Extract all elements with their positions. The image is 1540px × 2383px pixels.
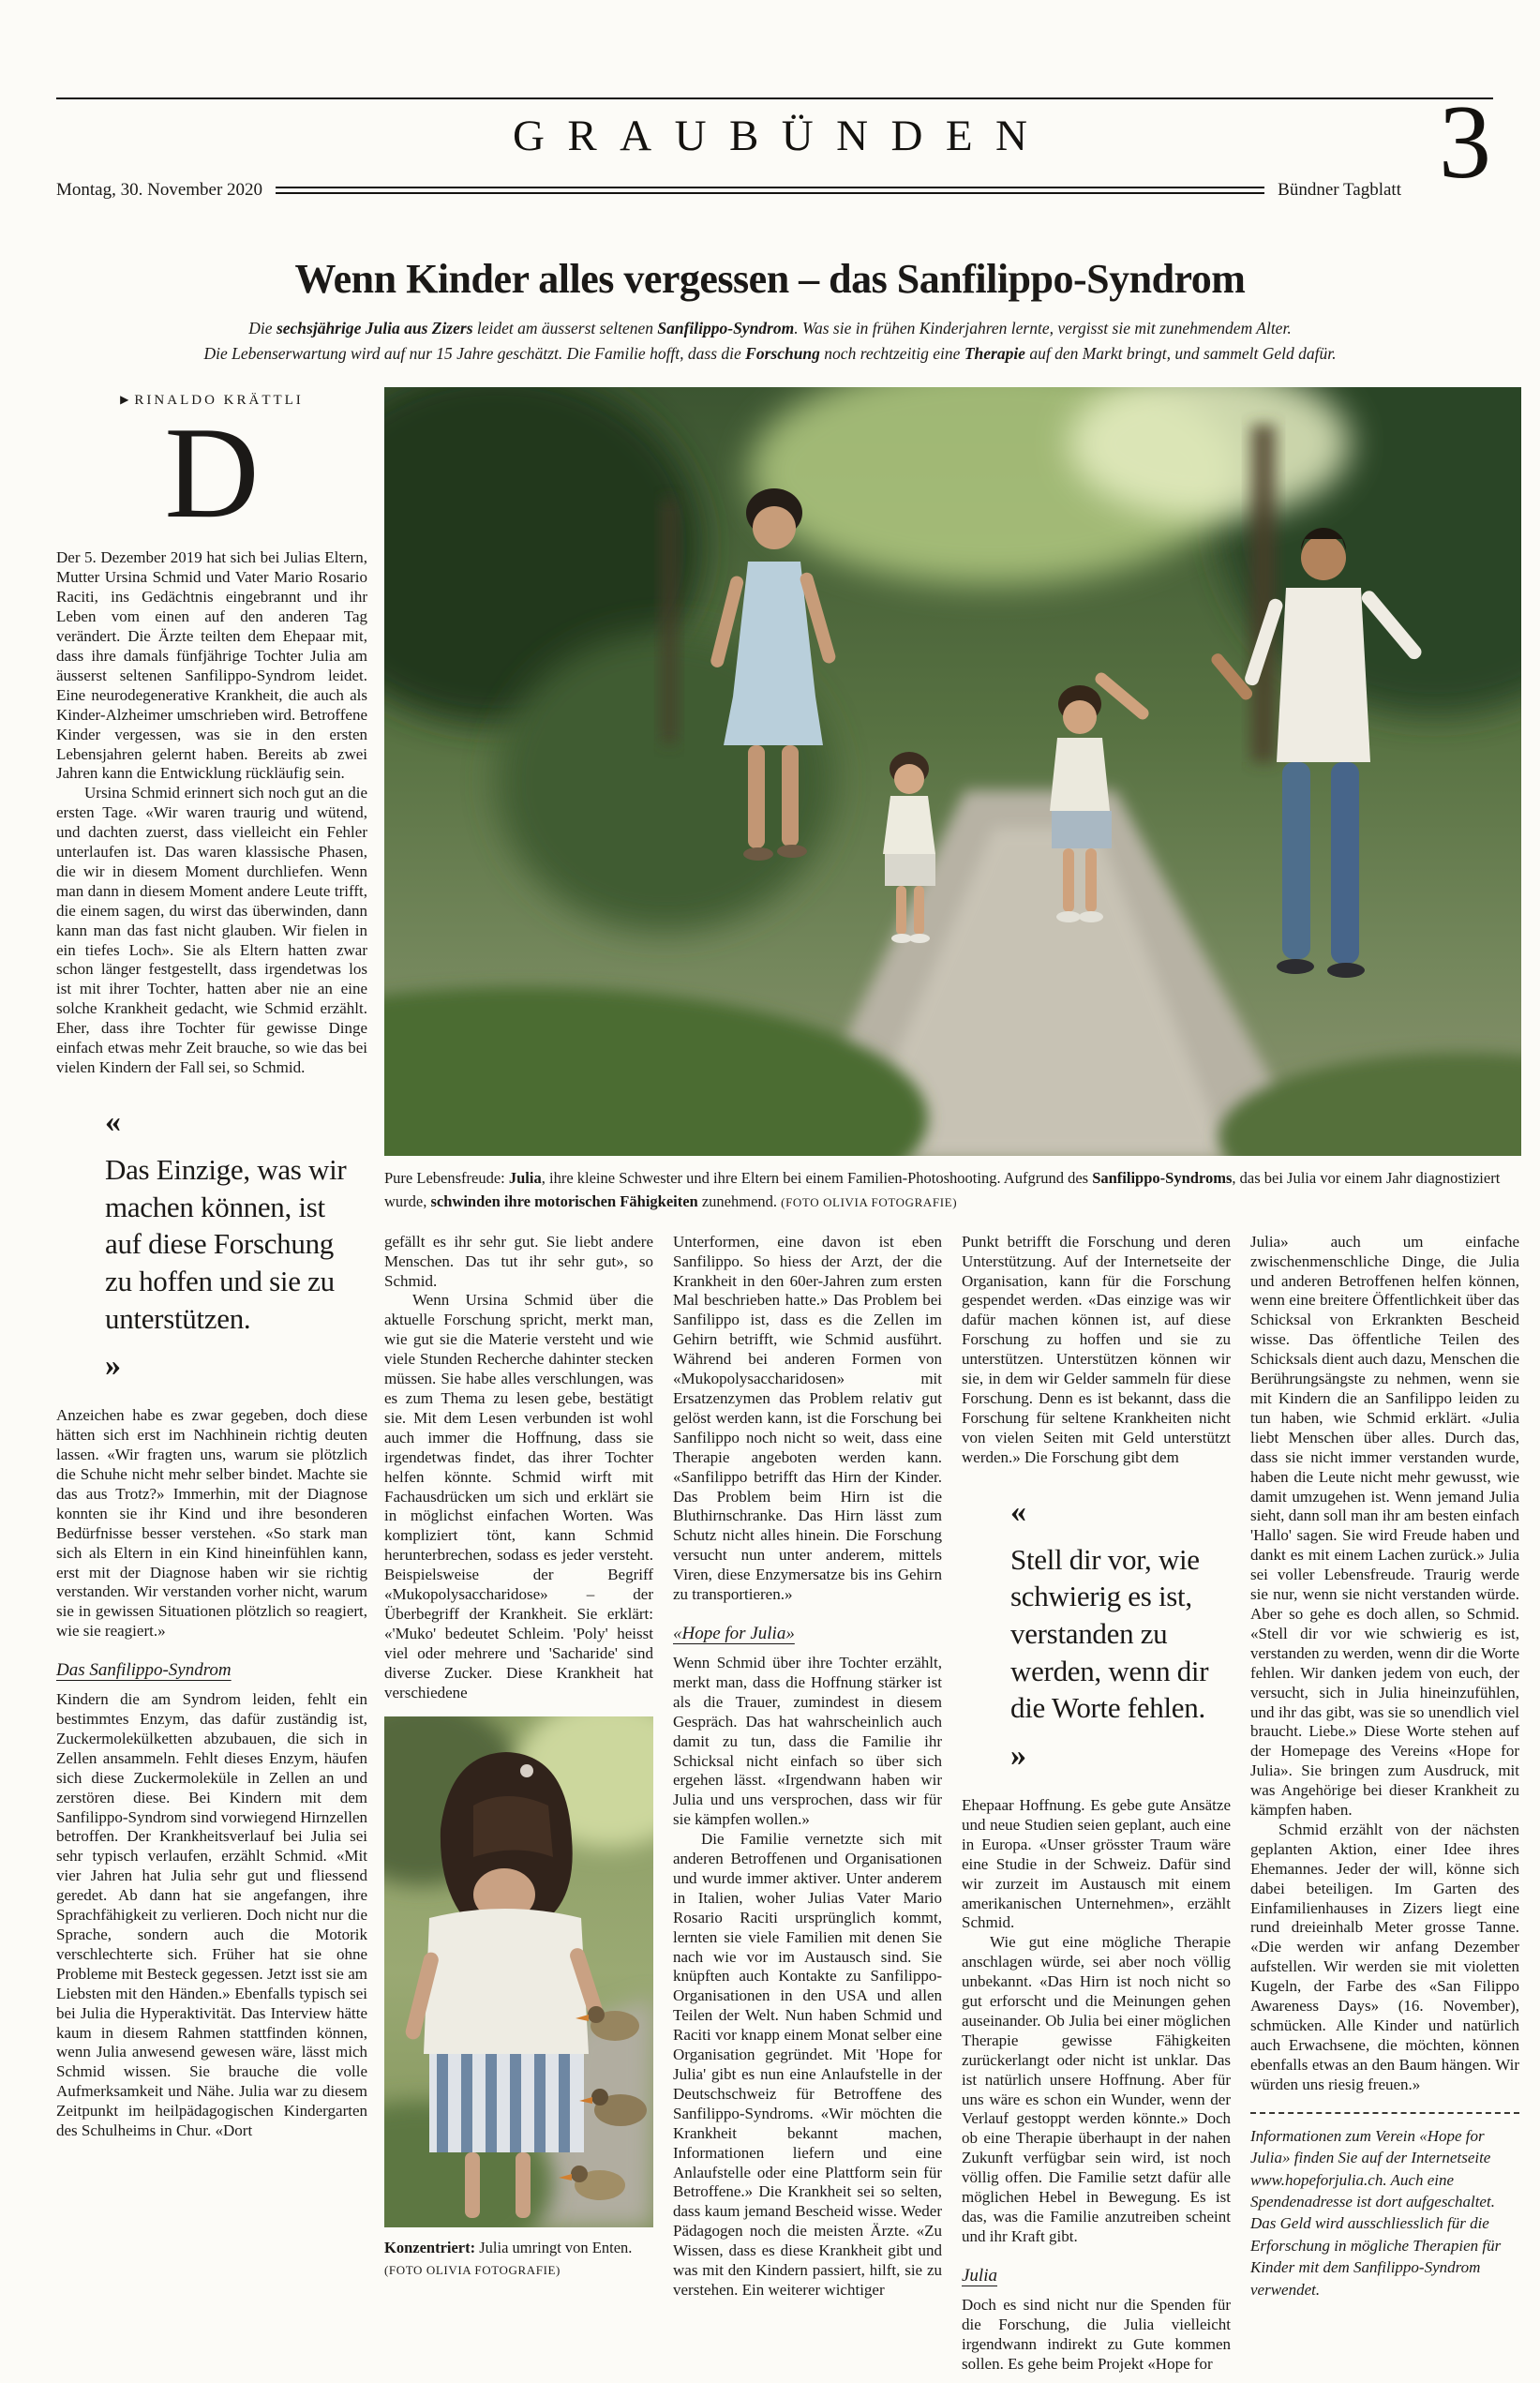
top-rule bbox=[56, 97, 1493, 99]
drop-cap: D bbox=[164, 400, 260, 547]
lede bbox=[66, 316, 1474, 367]
info-box: Informationen zum Verein «Hope for Julia» finden Sie auf der Internetseite www.hopeforjulia.ch. Auch eine Spendenadresse ist dort aufgeschaltet. Das Geld wird ausschliesslich für die Erforschung in mögliche Therapien für Kinder mit dem Sanfilippo-Syndrom verwendet. bbox=[1250, 2112, 1519, 2301]
author-name: RINALDO KRÄTTLI bbox=[134, 393, 304, 409]
body-paragraph: Schmid erzählt von der nächsten geplanten Aktion, einer Idee ihres Ehemannes. Jeder der will, könne sich dabei beteiligen. Im Garten des Einfamilienhauses in Zizers liegt eine rund dreieinhalb Meter grosse Tanne. «Die werden wir anfang Dezember aufstellen. Wir werden sie mit violetten Kugeln, der Farbe des «San Filippo Awareness Days» (16. November), schmücken. Alle Kinder und natürlich auch Erwachsene, die möchten, können ebenfalls etwas an den Baum hängen. Wir würden uns riesig freuen.» bbox=[1250, 1820, 1519, 2093]
body-paragraph: Julia» auch um einfache zwischenmenschliche Dinge, die Julia und anderen Betroffenen helfen können, wenn eine breitere Öffentlichkeit über das Schicksal von Erkrankten Bescheid wisse. Das öffentliche Teilen des Schicksals dient auch dazu, Menschen die Berührungsängste zu nehmen, wenn sie mit Kindern die an Sanfilippo leiden zu tun haben, wie Schmid erklärt. «Julia liebt Menschen über alles. Durch das, dass sie nicht immer verstanden wurde, haben die Leute nicht mehr gewusst, wie damit umzugehen ist. Wenn jemand Julia sieht, dann soll man ihr am besten einfach 'Hallo' sagen. Sie wird Freude haben und dankt es mit einem Lachen zurück.» Julia sei voller Lebensfreude. Traurig werde sie nur, wenn sie nicht verstanden würde. Aber so gehe es doch allen, so Schmid. «Stell dir vor wie schwierig es ist, verstanden zu werden, wenn dir die Worte fehlen. Wir danken jedem von euch, der versucht, sich in Julia hineinzufühlen, und ihr das gibt, was sie so unendlich viel braucht. Liebe.» Diese Worte stehen auf der Homepage des Vereins «Hope for Julia». Sie bringen zum Ausdruck, mit was Angehörige bei dieser Krankheit zu kämpfen haben. bbox=[1250, 1232, 1519, 1820]
photo-caption: Konzentriert: Julia umringt von Enten. (FOTO OLIVIA FOTOGRAFIE) bbox=[384, 2238, 633, 2278]
body-paragraph: Anzeichen habe es zwar gegeben, doch diese hätten sich erst im Nachhinein richtig deuten lassen. «Wir fragten uns, warum sie plötzlich die Schuhe nicht mehr selber bindet. Machte sie das aus Trotz?» Immerhin, mit der Diagnose konnten sie ihr Kind und ihre besonderen Bedürfnisse besser verstehen. «So stark man sich als Eltern in ein Kind hineinfühlen kann, erst mit der Diagnose haben wir sie richtig verstanden. Wir verstanden vorher nicht, warum sie in gewissen Situationen plötzlich so reagiert, wie sie reagiert.» bbox=[56, 1406, 367, 1641]
page-number: 3 bbox=[1439, 84, 1491, 201]
quote-open-mark: « bbox=[105, 1103, 121, 1139]
body-paragraph: gefällt es ihr sehr gut. Sie liebt andere Menschen. Das tut ihr sehr gut», so Schmid. bbox=[384, 1232, 653, 1290]
headline: Wenn Kinder alles vergessen – das Sanfilippo-Syndrom bbox=[294, 256, 1246, 302]
body-paragraph: Der 5. Dezember 2019 hat sich bei Julias Eltern, Mutter Ursina Schmid und Vater Mario Rosario Raciti, ins Gedächtnis eingebrannt und ihr Leben vom einen auf den anderen Tag verändert. Die Ärzte teilten dem Ehepaar mit, dass ihre damals fünfjährige Tochter Julia am äusserst seltenen Sanfilippo-Syndrom leidet. Eine neurodegenerative Krankheit, die auch als Kinder-Alzheimer umschrieben wird. Betroffene Kinder vergessen, was sie in den ersten Lebensjahren gelernt haben. Bereits ab zwei Jahren kann die Entwicklung rückläufig sein. bbox=[56, 548, 367, 783]
pull-quote bbox=[962, 1493, 1231, 1773]
column-4 bbox=[962, 1233, 1231, 2375]
section-heading: Julia bbox=[962, 2265, 997, 2286]
photo-credit: (FOTO OLIVIA FOTOGRAFIE) bbox=[781, 1195, 958, 1209]
lede-line-1: Die sechsjährige Julia aus Zizers leidet am äusserst seltenen Sanfilippo-Syndrom. Was sie in frühen Kinderjahren lernte, vergisst sie mit zunehmendem Alter. bbox=[248, 319, 1292, 337]
pull-quote-text: Stell dir vor, wie schwierig es ist, verstanden zu werden, wenn dir die Worte fehlen. bbox=[1010, 1542, 1209, 1725]
quote-close-mark: » bbox=[105, 1348, 121, 1384]
body-paragraph: Ursina Schmid erinnert sich noch gut an die ersten Tage. «Wir waren traurig und wütend, und dachten zuerst, dass vielleicht ein Fehler unterlaufen ist. Das waren klassische Phasen, die wir in diesem Moment durchliefen. Wenn man dann in diesem Moment andere Leute trifft, die einem sagen, du wirst das überwinden, dann kann man das fast nicht glauben. Wir fielen in ein tiefes Loch». Sie als Eltern hatten zwar schon länger festgestellt, dass irgendetwas los ist mit ihrer Tochter, hatten aber nie an eine solche Krankheit gedacht, wie Schmid erzählt. Eher, dass ihre Tochter für gewisse Dinge einfach etwas mehr Zeit brauche, so wie das bei vielen Kindern der Fall sei, so Schmid. bbox=[56, 784, 367, 1076]
page-header bbox=[0, 0, 1540, 234]
body-paragraph: Ehepaar Hoffnung. Es gebe gute Ansätze und neue Studien seien geplant, auch eine in Europa. «Unser grösster Traum wäre eine Studie in der Schweiz. Dafür sind wir zurzeit im Austausch mit einem amerikanischen Unternehmen», erzählt Schmid. bbox=[962, 1795, 1231, 1932]
photo-credit: (FOTO OLIVIA FOTOGRAFIE) bbox=[384, 2263, 561, 2278]
quote-close-mark: » bbox=[1010, 1737, 1026, 1773]
section-heading: Das Sanfilippo-Syndrom bbox=[56, 1660, 232, 1681]
pull-quote bbox=[56, 1103, 367, 1384]
lede-line-2: Die Lebenserwartung wird auf nur 15 Jahre geschätzt. Die Familie hofft, dass die Forschung noch rechtzeitig eine Therapie auf den Markt bringt, und sammelt Geld dafür. bbox=[203, 344, 1337, 364]
column-3 bbox=[673, 1233, 942, 2375]
photo-caption: Pure Lebensfreude: Julia, ihre kleine Schwester und ihre Eltern bei einem Familien-Photoshooting. Aufgrund des Sanfilippo-Syndroms, das bei Julia vor einem Jahr diagnostiziert wurde, schwinden ihre motorischen Fähigkeiten zunehmend. (FOTO OLIVIA FOTOGRAFIE) bbox=[384, 1169, 1501, 1210]
duck-photo bbox=[384, 1716, 653, 2227]
body-paragraph: Punkt betrifft die Forschung und deren Unterstützung. Auf der Internetseite der Organisation, kann für die Forschung gespendet werden. «Das einzige was wir dafür machen können ist, auf diese Forschung zu hoffen und sie zu unterstützen. Unterstützen können wir sie, in dem wir Gelder sammeln für diese Forschung. Denn es ist bekannt, dass die Forschung für seltene Krankheiten nicht von vielen Seiten mit Geld unterstützt werden.» Die Forschung gibt dem bbox=[962, 1232, 1231, 1466]
body-paragraph: Die Familie vernetzte sich mit anderen Betroffenen und Organisationen und wurde immer aktiver. Unter anderem in Italien, woher Julias Vater Mario Rosario Raciti ursprünglich kommt, lernten sie viele Familien mit denen Sie nach wie vor im Austausch sind. Sie knüpften auch Kontakte zu Sanfilippo-Organisationen in den USA und allen Teilen der Welt. Nun haben Schmid und Raciti vor knapp einem Monat selber eine Organisation gegründet. Mit 'Hope for Julia' gibt es nun eine Anlaufstelle in der Deutschschweiz für Betroffene des Sanfilippo-Syndroms. «Wir möchten die Krankheit bekannt machen, Informationen liefern und eine Anlaufstelle oder eine Plattform sein für Betroffene.» Die Krankheit sei so selten, dass kaum jemand Bescheid wisse. Weder Pädagogen noch die meisten Ärzte. «Zu Wissen, dass es diese Krankheit gibt und was mit den Kindern passiert, hilft, sie zu verstehen. Ein weiterer wichtiger bbox=[673, 1830, 942, 2299]
body-paragraph: Kindern die am Syndrom leiden, fehlt ein bestimmtes Enzym, das dafür zuständig ist, Zuckermolekülketten abzubauen, die sich in Zellen ansammeln. Fehlt dieses Enzym, häufen sich diese Zuckermoleküle in Zellen an und zerstören diese. Bei Kindern mit dem Sanfilippo-Syndrom sind vorwiegend Hirnzellen betroffen. Der Krankheitsverlauf bei Julia sei sehr typisch verlaufen, erzählt Schmid. «Mit vier Jahren hat Julia sehr gut und fliessend geredet. Ab dann hat sie angefangen, ihre Sprachfähigkeit zu verlieren. Doch nicht nur die Sprache, sondern auch die Motorik verschlechterte sich. Früher hat sie ohne Probleme mit Besteck gegessen. Jetzt isst sie am Liebsten mit den Händen.» Ebenfalls typisch sei bei Julia die Hyperaktivität. Das Interview hätte kaum in diesem Rahmen stattfinden können, wenn Julia anwesend gewesen wäre, lässt mich Schmid wissen. Sie brauche die volle Aufmerksamkeit und Nähe. Julia war zu diesem Zeitpunkt im heilpädagogischen Kindergarten des Schulheims in Chur. «Dort bbox=[56, 1690, 367, 2140]
body-paragraph: Wenn Schmid über ihre Tochter erzählt, merkt man, dass die Hoffnung stärker ist als die Trauer, zumindest in diesem Gespräch. Das hat wahrscheinlich auch damit zu tun, dass die Familie ihr Schicksal nicht einfach so über sich ergehen lässt. «Irgendwann haben wir Julia und uns versprochen, dass wir für sie kämpfen wollen.» bbox=[673, 1653, 942, 1829]
paper-name: Bündner Tagblatt bbox=[1278, 180, 1401, 200]
pull-quote-text: Das Einzige, was wir machen können, ist auf diese Forschung zu hoffen und sie zu unterstützen. bbox=[105, 1152, 347, 1335]
column-1 bbox=[56, 387, 367, 2374]
body-paragraph: Doch es sind nicht nur die Spenden für die Forschung, die Julia vielleicht irgendwann indirekt zu Gute kommen sollen. Es gehe beim Projekt «Hope for bbox=[962, 2295, 1231, 2373]
column-5 bbox=[1250, 1233, 1519, 2375]
byline-arrow-icon: ▶ bbox=[120, 393, 129, 407]
issue-date: Montag, 30. November 2020 bbox=[56, 180, 263, 200]
body-paragraph: Wenn Ursina Schmid über die aktuelle Forschung spricht, merkt man, wie gut sie die Materie versteht und wie viele Stunden Recherche dahinter stecken müssen. Sie habe alles verschlungen, was es zum Thema zu lesen gebe, bestätigt sie. Mit dem Lesen verbunden ist wohl auch immer die Hoffnung, dass sie irgendetwas findet, das ihrer Tochter helfen könnte. Schmid wirft mit Fachausdrücken um sich und erklärt sie in möglichst einfachen Worten. Was kompliziert tönt, kann Schmid herunterbrechen, sodass es jeder versteht. Beispielsweise der Begriff «Mukopolysaccharidose» – der Überbegriff der Krankheit. Sie erklärt: «'Muko' bedeutet Schleim. 'Poly' heisst viel oder mehrere und 'Sacharide' sind diverse Zucker. Diese Krankheit hat verschiedene bbox=[384, 1291, 653, 1701]
main-photo bbox=[384, 387, 1521, 1156]
section-title: GRAUBÜNDEN bbox=[513, 112, 1051, 160]
body-paragraph: Wie gut eine mögliche Therapie anschlagen würde, sei aber noch völlig unbekannt. «Das Hirn ist noch nicht so gut erforscht und die Meinungen gehen auseinander. Ob Julia bei einer möglichen Therapie gewisse Fähigkeiten zurückerlangt oder nicht ist unklar. Das ist natürlich unsere Hoffnung. Aber für uns wäre es schon ein Wunder, wenn der Verlauf gestoppt werden könnte.» Doch ob eine Therapie überhaupt in der nahen Zukunft verfügbar sein wird, ist noch völlig offen. Die Familie setzt dafür alle möglichen Hebel in Bewegung. Es ist das, was die Familie anzutreiben scheint und ihr Kraft gibt. bbox=[962, 1933, 1231, 2245]
quote-open-mark: « bbox=[1010, 1493, 1026, 1529]
double-rule bbox=[276, 187, 1264, 194]
body-paragraph: Unterformen, eine davon ist eben Sanfilippo. So hiess der Arzt, der die Krankheit in den 60er-Jahren zum ersten Mal beschrieben hatte.» Das Problem bei Sanfilippo ist, dass es die Zellen im Gehirn betrifft, wie Schmid ausführt. Während bei anderen Formen von «Mukopolysaccharidosen» mit Ersatzenzymen das Problem relativ gut gelöst werden kann, ist die Forschung bei Sanfilippo noch nicht so weit, dass eine Therapie angeboten werden kann. «Sanfilippo betrifft das Hirn der Kinder. Das Problem beim Hirn ist die Bluthirnschranke. Das Hirn lässt zum Schutz nicht alles hinein. Die Forschung versucht nun unter anderem, mittels Viren, diese Enzymersatze bis ins Gehirn zu transportieren.» bbox=[673, 1232, 942, 1604]
column-2 bbox=[384, 1233, 653, 2375]
section-heading: «Hope for Julia» bbox=[673, 1623, 795, 1643]
